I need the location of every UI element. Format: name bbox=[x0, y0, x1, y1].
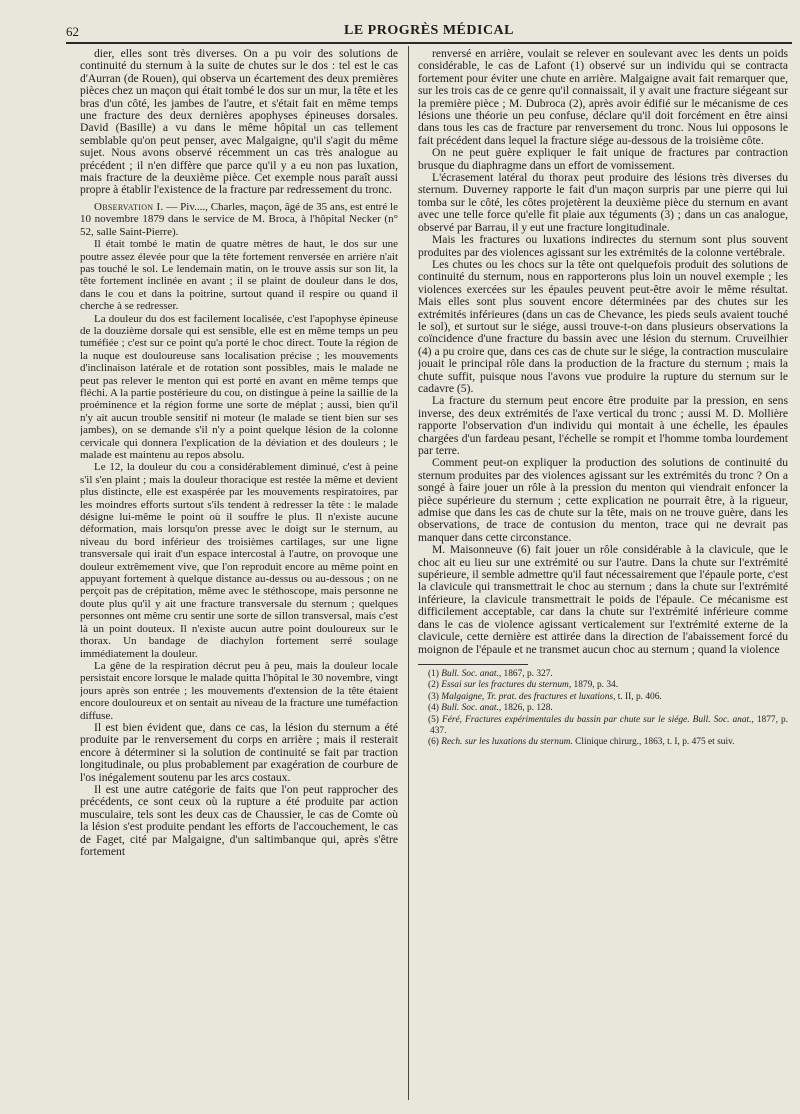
right-paragraph: Les chutes ou les chocs sur la tête ont quelquefois produit des solutions de continuité du sternum, nous en rapporterons plus loin un nouvel exemple ; les violences exercées sur les épaules peuvent peut-être avoir le même résultat. Mais elles sont plus souvent encore déterminées par des chutes sur les extrémités inférieures (dans un cas de Chevance, les pieds seuls avaient touché le sol), et surtout sur le siége, aussi trouve-t-on dans plusieurs observations la coïncidence d'une fracture du bassin avec une lésion du sternum. Cruveilhier (4) a pu croire que, dans ces cas de chute sur le siége, la contraction musculaire jouait le principal rôle dans la production de la fracture du sternum ; mais la chute suffit, puisque nous l'avons vue produire la rupture du sternum sur le cadavre (5). bbox=[418, 257, 788, 395]
running-header bbox=[66, 22, 792, 44]
left-paragraph: Il est une autre catégorie de faits que l'on peut rapprocher des précédents, ce sont ceux où la rupture a été produite par action musculaire, tels sont les deux cas de Chaussier, le cas de Comte où la lésion s'est produite pendant les efforts de l'accouchement, le cas de Faget, cité par Malgaigne, d'un saltimbanque qui, après s'être fortement bbox=[80, 782, 398, 858]
right-column bbox=[418, 48, 788, 1098]
footnotes bbox=[418, 669, 788, 749]
page-number: 62 bbox=[66, 24, 79, 39]
footnote-number: (6) bbox=[428, 737, 442, 748]
footnote bbox=[418, 669, 788, 680]
footnote-number: (4) bbox=[428, 703, 442, 714]
observation-text: — Piv...., Charles, maçon, âgé de 35 ans, est entré le 10 novembre 1879 dans le service de M. Broca, à l'hôpital Necker (n° 52, salle Saint-Pierre). bbox=[80, 200, 398, 238]
footnote-rule bbox=[418, 664, 528, 665]
footnote-source: Essai sur les fractures du sternum bbox=[441, 680, 569, 691]
left-paragraph: Il était tombé le matin de quatre mètres de haut, le dos sur une poutre assez élevée pour que la tête fortement renversée en arrière n'ait pas touché le sol. Le lendemain matin, on le trouve assis sur son lit, la tête fortement inclinée en avant ; il se plaint de douleur dans le dos, dans le cou et dans la poitrine, surtout quand il respire ou quand il cherche à se redresser. bbox=[80, 238, 398, 313]
footnote-detail: , t. II, p. 406. bbox=[613, 691, 662, 702]
left-paragraph: Il est bien évident que, dans ce cas, la lésion du sternum a été produite par le renversement du corps en arrière ; mais il resterait encore à déterminer si la solution de continuité se fait par traction longitudinale, ou plus probablement par exagération de courbure de l'os inégalement soutenu par les arcs costaux. bbox=[80, 720, 398, 784]
left-paragraph: Le 12, la douleur du cou a considérablement diminué, c'est à peine s'il s'en plaint ; mais la douleur thoracique est restée la même et devient plus distincte, elle est exaspérée par les mouvements respiratoires, par les moindres efforts surtout s'ils tendent à redresser la tête : le malade désigne lui-même le point où il souffre le plus. Il n'existe aucune déformation, mais lorsqu'on presse avec le doigt sur le sternum, au niveau du bord inférieur des troisièmes cartilages, sur une ligne transversale qui irait d'un espace intercostal à l'autre, on provoque une douleur extrêmement vive, que l'on reproduit encore au même point en appuyant fortement à quelque distance au-dessus ou au-dessous ; on ne perçoit pas de crépitation, même avec le stéthoscope, mais personne ne doute plus qu'il y ait une fracture transversale du sternum ; quelques personnes ont même cru sentir une sorte de sillon transversal, mais c'est là un point douteux. Il n'existe aucun autre point douloureux sur le thorax. Un bandage de diachylon fortement serré soulage immédiatement la douleur. bbox=[80, 461, 398, 660]
footnote-detail: , 1877, p. 437. bbox=[430, 714, 788, 736]
left-paragraph: dier, elles sont très diverses. On a pu voir des solutions de continuité du sternum à la suite de chutes sur le dos : tel est le cas d'Aurran (de Rouen), qui observa un écartement des deux premières pièces chez un maçon qui était tombé le dos sur un mur, la tête et les bras d'un côté, les jambes de l'autre, et s'était fait en même temps une fracture des deux dernières apophyses épineuses dorsales. David (Basille) a vu dans le même hôpital un cas tellement semblable qu'on peut penser, avec Malgaigne, qu'il s'agit du même sujet. Nous avons observé récemment un cas très analogue au précédent ; il n'en diffère que parce qu'il y a eu non pas luxation, mais fracture de la deuxième pièce. Cet exemple nous paraît aussi propre à établir l'existence de la fracture par redressement du tronc. bbox=[80, 48, 398, 197]
right-paragraph: La fracture du sternum peut encore être produite par la pression, en sens inverse, des deux extrémités de l'axe vertical du tronc ; aussi M. D. Mollière rapporte l'observation d'un individu qui montait à une échelle, les épaules chargées d'un fardeau pesant, l'échelle se rompit et l'homme tomba lourdement par terre. bbox=[418, 394, 788, 457]
footnote-source: Bull. Soc. anat. bbox=[441, 668, 499, 679]
left-paragraph: La gêne de la respiration décrut peu à peu, mais la douleur locale persistait encore lorsque le malade quitta l'hôpital le 30 novembre, vingt jours après son entrée ; les mouvements d'extension de la tête étaient encore douloureux et on sentait au niveau de la fracture une tuméfaction diffuse. bbox=[80, 659, 398, 722]
footnote-source: Féré, Fractures expérimentales du bassin par chute sur le siége. Bull. Soc. anat. bbox=[441, 714, 752, 725]
footnote bbox=[418, 737, 788, 748]
footnote-detail: , 1879, p. 34. bbox=[568, 680, 619, 691]
right-paragraph: renversé en arrière, voulait se relever en soulevant avec les dents un poids considérable, le cas de Lafont (1) observé sur un individu qui se contracta fortement pour éviter une chute en arrière. Malgaigne avait fait remarquer que, sur les trois cas de ce genre qu'il connaissait, il y avait une fracture siégeant sur la première pièce ; M. Dubroca (2), après avoir édifié sur le mécanisme de ces lésions une théorie un peu confuse, déclare qu'il doit forcément en être ainsi dans tous les cas de fracture par renversement du tronc. Nous lui opposons le fait précédent dans lequel la fracture siége au-dessous de la troisième côte. bbox=[418, 48, 788, 147]
right-paragraph: M. Maisonneuve (6) fait jouer un rôle considérable à la clavicule, que le choc ait eu lieu sur une extrémité ou sur l'autre. Dans la chute sur l'extrémité supérieure, il semble admettre qu'il faut nécessairement que l'épaule porte, c'est la clavicule qui transmettrait le choc au sternum ; dans la chute sur l'extrémité inférieure, la clavicule transmettrait le poids de l'épaule. Ce mécanisme est difficilement acceptable, car dans la chute sur l'extrémité inférieure comme dans le cas de violence agissant verticalement sur l'extrémité externe de la clavicule, cette dernière est attirée dans la direction de l'abaissement forcé du moignon de l'épaule et ne transmet aucun choc au sternum ; quand la violence bbox=[418, 543, 788, 656]
footnote-source: Rech. sur les luxations du sternum. bbox=[441, 737, 573, 748]
footnote bbox=[418, 703, 788, 714]
footnote bbox=[418, 680, 788, 691]
footnote bbox=[418, 715, 788, 738]
footnote-detail: Clinique chirurg., 1863, t. I, p. 475 et suiv. bbox=[572, 737, 735, 748]
footnote-number: (5) bbox=[428, 714, 442, 725]
footnote-source: Bull. Soc. anat. bbox=[441, 703, 499, 714]
journal-title: LE PROGRÈS MÉDICAL bbox=[343, 23, 515, 38]
right-paragraph: Comment peut-on expliquer la production des solutions de continuité du sternum produites par des violences agissant sur les extrémités du tronc ? On a songé à faire jouer un rôle à la pression du menton qui viendrait enfoncer la pièce supérieure du sternum ; cette explication ne pourrait être, à la rigueur, admise que dans les cas de chute sur la tête, mais on ne trouve guère, dans les observations, de trace de contusion du menton, trace qui ne devrait pas manquer dans cette circonstance. bbox=[418, 456, 788, 544]
footnote-source: Malgaigne, Tr. prat. des fractures et luxations bbox=[441, 691, 614, 702]
footnote-detail: , 1826, p. 128. bbox=[498, 703, 553, 714]
left-column bbox=[80, 48, 398, 1098]
right-column-body bbox=[418, 48, 788, 656]
footnote-detail: , 1867, p. 327. bbox=[498, 668, 553, 679]
observation-label: Observation I. bbox=[94, 200, 164, 213]
left-paragraph bbox=[80, 201, 398, 238]
right-paragraph: Mais les fractures ou luxations indirectes du sternum sont plus souvent produites par des violences agissant sur les extrémités de la colonne vertébrale. bbox=[418, 233, 788, 259]
left-paragraph: La douleur du dos est facilement localisée, c'est l'apophyse épineuse de la douzième dorsale qui est sensible, elle est en même temps un peu tuméfiée ; c'est sur ce point qu'a porté le choc direct. Toute la région de la nuque est douloureuse sans localisation précise ; les mouvements d'inclinaison latérale et de rotation sont possibles, mais le malade ne peut pas relever le menton qui est porté en avant en même temps que fléchi. A la partie postérieure du cou, on distingue à peine la saillie de la proéminence et la région forme une sorte de méplat ; aussi, bien qu'il n'y ait aucun trouble sensitif ni moteur (le malade se tient bien sur ses jambes), on se demande s'il n'y a point quelque lésion de la colonne cervicale qui donnera l'explication de la déviation et des douleurs ; le malade est maintenu au repos absolu. bbox=[80, 312, 398, 461]
right-paragraph: On ne peut guère expliquer le fait unique de fractures par contraction brusque du diaphragme dans un effort de vomissement. bbox=[418, 146, 788, 172]
column-divider bbox=[408, 46, 409, 1100]
footnote-number: (1) bbox=[428, 668, 442, 679]
footnote bbox=[418, 692, 788, 703]
right-paragraph: L'écrasement latéral du thorax peut produire des lésions très diverses du sternum. Duverney rapporte le fait d'un maçon surpris par une pierre qui lui tomba sur le côté, les côtes projetèrent la deuxième pièce du sternum en avant avec une telle force qu'elle fit plaie aux téguments (3) ; dans un cas analogue, observé par Barrau, il y eut une fracture longitudinale. bbox=[418, 171, 788, 234]
footnote-number: (2) bbox=[428, 680, 442, 691]
footnote-number: (3) bbox=[428, 691, 442, 702]
